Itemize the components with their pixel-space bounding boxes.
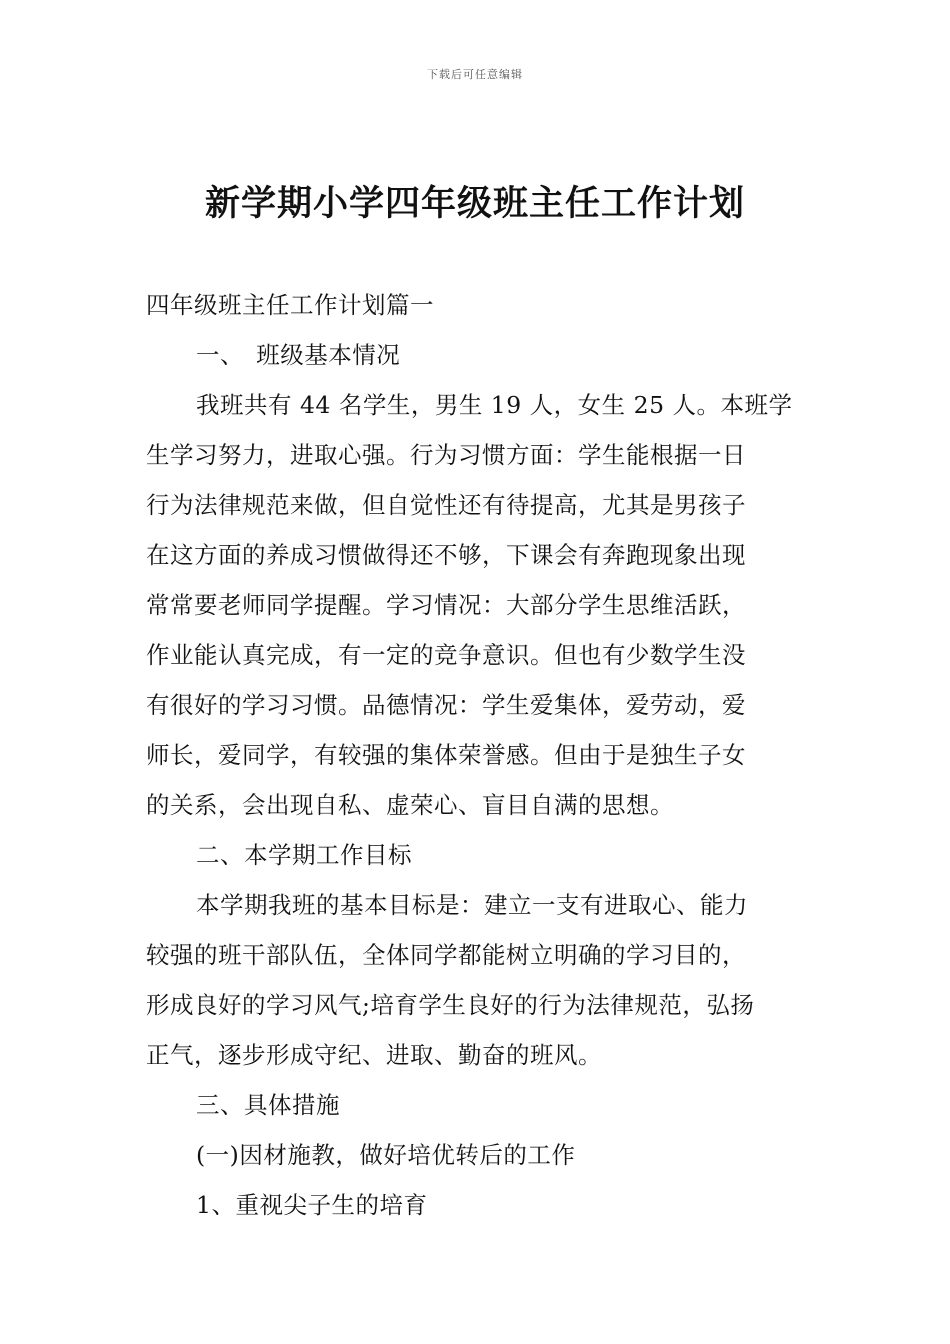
document-title: 新学期小学四年级班主任工作计划 — [204, 184, 745, 224]
section3-subheading-text: (一)因材施教，做好培优转后的工作 — [196, 1141, 576, 1169]
paragraph-line: 在这方面的养成习惯做得还不够，下课会有奔跑现象出现 — [146, 541, 746, 569]
section2-heading — [146, 830, 811, 880]
document-body — [146, 280, 811, 1230]
paragraph-line: 我班共有 44 名学生，男生 19 人，女生 25 人。本班学 — [196, 391, 793, 419]
paragraph-line: 常常要老师同学提醒。学习情况：大部分学生思维活跃， — [146, 591, 746, 619]
section3-heading — [146, 1080, 811, 1130]
section1-paragraph — [146, 380, 811, 830]
section3-subheading — [146, 1130, 811, 1180]
subtitle — [146, 280, 811, 330]
paragraph-line: 作业能认真完成，有一定的竞争意识。但也有少数学生没 — [146, 641, 746, 669]
section3-item — [146, 1180, 811, 1230]
section3-item-text: 1、重视尖子生的培育 — [196, 1191, 428, 1219]
paragraph-line: 较强的班干部队伍，全体同学都能树立明确的学习目的， — [146, 941, 746, 969]
section3-heading-text: 三、具体措施 — [196, 1091, 340, 1119]
section2-heading-text: 二、本学期工作目标 — [196, 841, 412, 869]
paragraph-line: 本学期我班的基本目标是：建立一支有进取心、能力 — [196, 891, 748, 919]
section2-paragraph — [146, 880, 811, 1080]
paragraph-line: 师长，爱同学，有较强的集体荣誉感。但由于是独生子女 — [146, 741, 746, 769]
paragraph-line: 有很好的学习习惯。品德情况：学生爱集体，爱劳动，爱 — [146, 691, 746, 719]
header-note: 下载后可任意编辑 — [427, 68, 523, 81]
paragraph-line: 生学习努力，进取心强。行为习惯方面：学生能根据一日 — [146, 441, 746, 469]
paragraph-line: 形成良好的学习风气;培育学生良好的行为法律规范，弘扬 — [146, 991, 755, 1019]
section1-heading — [146, 330, 811, 380]
paragraph-line: 正气，逐步形成守纪、进取、勤奋的班风。 — [146, 1041, 602, 1069]
section1-heading-text: 一、 班级基本情况 — [196, 341, 401, 369]
paragraph-line: 的关系，会出现自私、虚荣心、盲目自满的思想。 — [146, 791, 674, 819]
paragraph-line: 行为法律规范来做，但自觉性还有待提高，尤其是男孩子 — [146, 491, 746, 519]
subtitle-text: 四年级班主任工作计划篇一 — [146, 291, 434, 319]
